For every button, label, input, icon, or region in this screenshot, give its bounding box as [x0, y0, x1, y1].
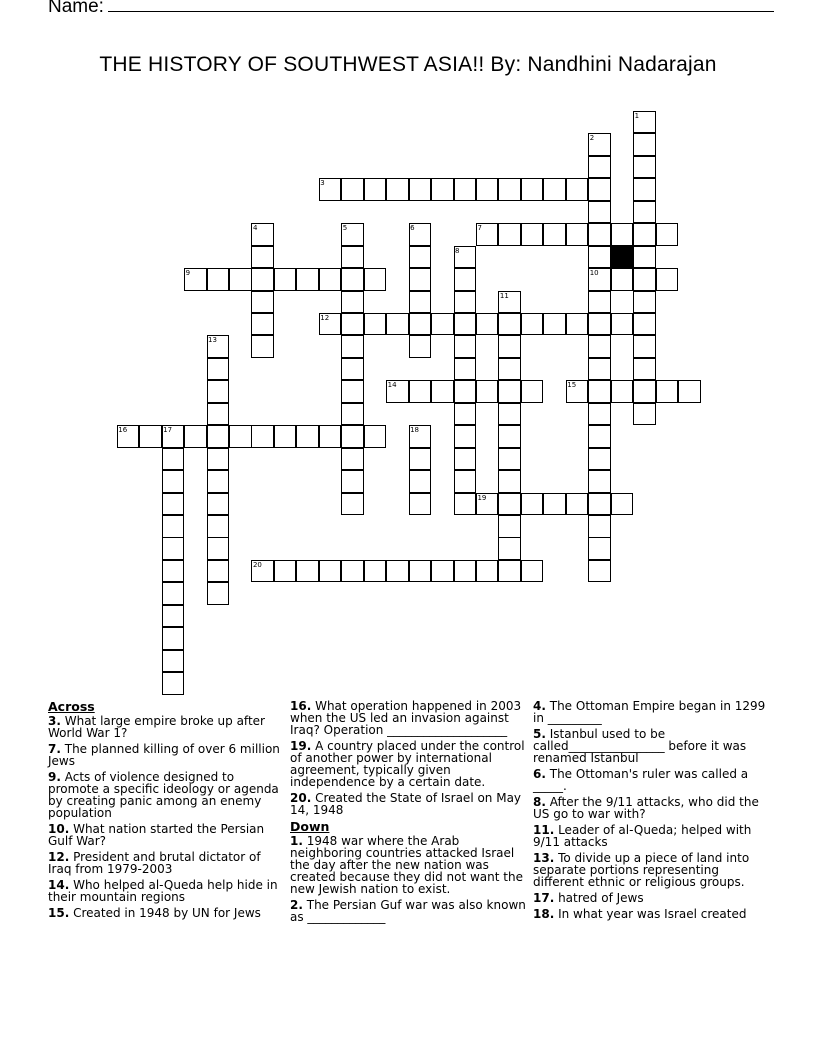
grid-cell[interactable]: [543, 313, 566, 336]
grid-cell[interactable]: [341, 358, 364, 381]
clue-number-3: 3: [320, 179, 325, 188]
grid-cell[interactable]: [633, 156, 656, 179]
grid-cell[interactable]: [207, 268, 230, 291]
clue-number: 9.: [48, 770, 61, 784]
clue-number: 4.: [533, 699, 546, 713]
grid-cell[interactable]: [207, 470, 230, 493]
grid-cell[interactable]: [633, 403, 656, 426]
grid-cell[interactable]: [386, 560, 409, 583]
name-label: Name:: [48, 0, 104, 17]
grid-cell[interactable]: [341, 380, 364, 403]
grid-cell[interactable]: [498, 380, 521, 403]
grid-cell[interactable]: [543, 178, 566, 201]
grid-cell[interactable]: [588, 223, 611, 246]
clue-number-4: 4: [252, 224, 258, 233]
clue-number-2: 2: [589, 134, 595, 143]
grid-cell[interactable]: [588, 537, 611, 560]
grid-cell[interactable]: [341, 246, 364, 269]
grid-cell[interactable]: [162, 493, 185, 516]
grid-cell[interactable]: [364, 178, 387, 201]
grid-cell[interactable]: [633, 380, 656, 403]
clue-number-12: 12: [320, 313, 330, 322]
clue-text: Leader of al-Queda; helped with 9/11 attacks: [533, 823, 752, 849]
grid-cell[interactable]: [454, 425, 477, 448]
grid-cell[interactable]: [498, 425, 521, 448]
grid-cell[interactable]: [521, 313, 544, 336]
clue-number: 3.: [48, 714, 61, 728]
across-clue: [48, 715, 284, 739]
clue-number: 17.: [533, 891, 555, 905]
grid-cell[interactable]: [341, 403, 364, 426]
clue-number: 10.: [48, 822, 70, 836]
grid-cell[interactable]: [476, 313, 499, 336]
grid-cell[interactable]: [341, 470, 364, 493]
grid-cell[interactable]: [588, 448, 611, 471]
clue-text: A country placed under the control of another power by international agreement, typically given independence by a certain date.: [290, 739, 525, 789]
clue-number: 12.: [48, 850, 70, 864]
across-clue: [290, 792, 526, 816]
grid-cell[interactable]: [229, 268, 252, 291]
grid-cell[interactable]: [566, 313, 589, 336]
clue-text: President and brutal dictator of Iraq from 1979-2003: [48, 850, 261, 876]
clue-text: 1948 war where the Arab neighboring countries attacked Israel the day after the new nation was created because they did not want the new Jewish nation to exist.: [290, 834, 523, 896]
down-clues-column: [533, 700, 769, 924]
grid-cell[interactable]: [588, 291, 611, 314]
clue-number-14: 14: [387, 381, 397, 390]
grid-cell[interactable]: [364, 560, 387, 583]
grid-cell[interactable]: [454, 358, 477, 381]
clue-number-7: 7: [477, 224, 482, 233]
grid-cell[interactable]: [498, 448, 521, 471]
grid-cell[interactable]: [162, 627, 185, 650]
grid-cell[interactable]: [296, 560, 319, 583]
clue-number-19: 19: [477, 493, 487, 502]
grid-cell[interactable]: [207, 425, 230, 448]
grid-cell[interactable]: [454, 335, 477, 358]
across-heading: Across: [48, 699, 95, 714]
grid-cell[interactable]: [588, 246, 611, 269]
grid-cell[interactable]: [588, 201, 611, 224]
grid-cell[interactable]: [364, 268, 387, 291]
across-clue: [290, 740, 526, 788]
grid-cell[interactable]: [251, 425, 274, 448]
clue-number: 8.: [533, 795, 546, 809]
clue-number: 5.: [533, 727, 546, 741]
grid-cell[interactable]: [588, 560, 611, 583]
clue-text: To divide up a piece of land into separate portions representing different ethnic or religious groups.: [533, 851, 750, 889]
grid-cell[interactable]: [409, 493, 432, 516]
grid-cell[interactable]: [207, 493, 230, 516]
clue-text: The Ottoman Empire began in 1299 in _________: [533, 699, 766, 725]
clue-number-15: 15: [567, 381, 577, 390]
clue-text: What operation happened in 2003 when the US led an invasion against Iraq? Operation ____________________: [290, 699, 522, 737]
grid-cell[interactable]: [656, 268, 679, 291]
clue-number-6: 6: [410, 224, 415, 233]
grid-cell[interactable]: [207, 448, 230, 471]
clue-text: What nation started the Persian Gulf War?: [48, 822, 265, 848]
grid-cell[interactable]: [611, 268, 634, 291]
grid-cell[interactable]: [409, 560, 432, 583]
clue-text: The planned killing of over 6 million Jews: [48, 742, 280, 768]
grid-cell[interactable]: [588, 380, 611, 403]
grid-cell[interactable]: [566, 493, 589, 516]
clue-number: 2.: [290, 898, 303, 912]
grid-cell[interactable]: [229, 425, 252, 448]
grid-cell[interactable]: [431, 178, 454, 201]
grid-cell[interactable]: [274, 560, 297, 583]
grid-cell[interactable]: [274, 268, 297, 291]
grid-cell[interactable]: [521, 560, 544, 583]
grid-cell[interactable]: [207, 537, 230, 560]
grid-cell[interactable]: [409, 335, 432, 358]
grid-cell[interactable]: [409, 178, 432, 201]
grid-cell[interactable]: [543, 493, 566, 516]
grid-cell[interactable]: [341, 335, 364, 358]
grid-cell[interactable]: [431, 380, 454, 403]
grid-cell[interactable]: [341, 178, 364, 201]
grid-cell[interactable]: [454, 178, 477, 201]
grid-cell[interactable]: [162, 672, 185, 695]
down-clue: [290, 899, 526, 923]
grid-cell[interactable]: [431, 560, 454, 583]
grid-cell[interactable]: [319, 425, 342, 448]
grid-cell[interactable]: [656, 380, 679, 403]
grid-cell[interactable]: [633, 246, 656, 269]
clue-number-9: 9: [185, 269, 191, 278]
grid-cell[interactable]: [588, 425, 611, 448]
clue-text: After the 9/11 attacks, who did the US go to war with?: [533, 795, 759, 821]
grid-cell[interactable]: [476, 380, 499, 403]
grid-cell[interactable]: [678, 380, 701, 403]
grid-cell[interactable]: [207, 582, 230, 605]
grid-cell[interactable]: [409, 470, 432, 493]
clue-text: The Persian Guf war was also known as _____________: [290, 898, 526, 924]
black-square: [611, 246, 634, 269]
across-clue: [48, 907, 284, 919]
grid-cell[interactable]: [162, 515, 185, 538]
clue-text: What large empire broke up after World War 1?: [48, 714, 265, 740]
grid-cell[interactable]: [296, 425, 319, 448]
grid-cell[interactable]: [162, 650, 185, 673]
grid-cell[interactable]: [521, 178, 544, 201]
grid-cell[interactable]: [454, 560, 477, 583]
grid-cell[interactable]: [207, 560, 230, 583]
clue-number: 16.: [290, 699, 312, 713]
clue-number-10: 10: [589, 269, 599, 278]
grid-cell[interactable]: [521, 380, 544, 403]
down-clue: [533, 700, 769, 724]
grid-cell[interactable]: [588, 178, 611, 201]
grid-cell[interactable]: [139, 425, 162, 448]
grid-cell[interactable]: [162, 537, 185, 560]
clue-number: 13.: [533, 851, 555, 865]
grid-cell[interactable]: [656, 223, 679, 246]
grid-cell[interactable]: [341, 291, 364, 314]
grid-cell[interactable]: [633, 178, 656, 201]
grid-cell[interactable]: [521, 223, 544, 246]
grid-cell[interactable]: [454, 448, 477, 471]
grid-cell[interactable]: [319, 560, 342, 583]
across-clue: [48, 879, 284, 903]
down-clue: [533, 768, 769, 792]
grid-cell[interactable]: [633, 335, 656, 358]
grid-cell[interactable]: [633, 358, 656, 381]
clue-number: 15.: [48, 906, 70, 920]
grid-cell[interactable]: [476, 560, 499, 583]
grid-cell[interactable]: [409, 291, 432, 314]
across-clue: [48, 823, 284, 847]
grid-cell[interactable]: [498, 470, 521, 493]
clue-text: Created in 1948 by UN for Jews: [69, 906, 261, 920]
clue-number: 14.: [48, 878, 70, 892]
grid-cell[interactable]: [521, 493, 544, 516]
grid-cell[interactable]: [386, 313, 409, 336]
grid-cell[interactable]: [207, 403, 230, 426]
clue-number-11: 11: [499, 291, 509, 300]
grid-cell[interactable]: [341, 493, 364, 516]
across-clues-column: [48, 700, 284, 923]
clue-number-5: 5: [342, 224, 348, 233]
grid-cell[interactable]: [162, 448, 185, 471]
grid-cell[interactable]: [498, 537, 521, 560]
grid-cell[interactable]: [476, 178, 499, 201]
clue-number-17: 17: [163, 426, 173, 435]
grid-cell[interactable]: [566, 223, 589, 246]
grid-cell[interactable]: [409, 448, 432, 471]
grid-cell[interactable]: [207, 380, 230, 403]
clue-number: 18.: [533, 907, 555, 921]
grid-cell[interactable]: [341, 313, 364, 336]
clue-number-13: 13: [208, 336, 217, 345]
grid-cell[interactable]: [409, 380, 432, 403]
grid-cell[interactable]: [251, 335, 274, 358]
grid-cell[interactable]: [162, 605, 185, 628]
clue-text: The Ottoman's ruler was called a _____.: [533, 767, 749, 793]
down-clue: [533, 908, 769, 920]
clue-number: 20.: [290, 791, 312, 805]
clues-column-2: [290, 700, 526, 927]
grid-cell[interactable]: [498, 560, 521, 583]
grid-cell[interactable]: [409, 268, 432, 291]
clue-number: 1.: [290, 834, 303, 848]
across-clue: [48, 771, 284, 819]
clue-number-20: 20: [252, 560, 262, 569]
down-clue: [533, 728, 769, 764]
grid-cell[interactable]: [498, 493, 521, 516]
grid-cell[interactable]: [498, 335, 521, 358]
clue-number-16: 16: [118, 426, 128, 435]
grid-cell[interactable]: [454, 470, 477, 493]
page-title: THE HISTORY OF SOUTHWEST ASIA!! By: Nandhini Nadarajan: [99, 53, 717, 76]
grid-cell[interactable]: [588, 156, 611, 179]
down-clue: [533, 796, 769, 820]
grid-cell[interactable]: [498, 515, 521, 538]
clue-text: In what year was Israel created: [554, 907, 747, 921]
grid-cell[interactable]: [207, 515, 230, 538]
grid-cell[interactable]: [498, 358, 521, 381]
grid-cell[interactable]: [364, 313, 387, 336]
clue-text: Acts of violence designed to promote a specific ideology or agenda by creating panic among an enemy population: [48, 770, 279, 820]
grid-cell[interactable]: [454, 380, 477, 403]
grid-cell[interactable]: [341, 425, 364, 448]
grid-cell[interactable]: [588, 313, 611, 336]
grid-cell[interactable]: [611, 380, 634, 403]
grid-cell[interactable]: [251, 291, 274, 314]
grid-cell[interactable]: [633, 133, 656, 156]
grid-cell[interactable]: [162, 560, 185, 583]
clue-number: 7.: [48, 742, 61, 756]
clue-number: 6.: [533, 767, 546, 781]
clue-text: Istanbul used to be called________________ before it was renamed Istanbul: [533, 727, 747, 765]
clue-text: hatred of Jews: [554, 891, 644, 905]
grid-cell[interactable]: [274, 425, 297, 448]
grid-cell[interactable]: [566, 178, 589, 201]
grid-cell[interactable]: [162, 582, 185, 605]
grid-cell[interactable]: [588, 403, 611, 426]
grid-cell[interactable]: [588, 470, 611, 493]
grid-cell[interactable]: [454, 403, 477, 426]
down-heading: Down: [290, 819, 330, 834]
grid-cell[interactable]: [611, 313, 634, 336]
grid-cell[interactable]: [431, 313, 454, 336]
clue-text: Who helped al-Queda help hide in their mountain regions: [48, 878, 278, 904]
clue-number-18: 18: [410, 426, 420, 435]
grid-cell[interactable]: [498, 403, 521, 426]
grid-cell[interactable]: [251, 313, 274, 336]
grid-cell[interactable]: [588, 358, 611, 381]
grid-cell[interactable]: [611, 223, 634, 246]
grid-cell[interactable]: [498, 223, 521, 246]
grid-cell[interactable]: [386, 178, 409, 201]
grid-cell[interactable]: [207, 358, 230, 381]
grid-cell[interactable]: [454, 313, 477, 336]
across-clue: [290, 700, 526, 736]
down-clue: [533, 852, 769, 888]
down-clue: [533, 892, 769, 904]
clue-number-8: 8: [455, 246, 460, 255]
grid-cell[interactable]: [409, 313, 432, 336]
grid-cell[interactable]: [251, 246, 274, 269]
grid-cell[interactable]: [364, 425, 387, 448]
grid-cell[interactable]: [498, 178, 521, 201]
across-clue: [48, 743, 284, 767]
grid-cell[interactable]: [296, 268, 319, 291]
grid-cell[interactable]: [633, 313, 656, 336]
grid-cell[interactable]: [251, 268, 274, 291]
down-clue: [533, 824, 769, 848]
clue-number-1: 1: [634, 111, 640, 120]
grid-cell[interactable]: [454, 493, 477, 516]
grid-cell[interactable]: [588, 493, 611, 516]
grid-cell[interactable]: [543, 223, 566, 246]
clue-number: 11.: [533, 823, 555, 837]
grid-cell[interactable]: [409, 246, 432, 269]
grid-cell[interactable]: [633, 291, 656, 314]
grid-cell[interactable]: [162, 470, 185, 493]
grid-cell[interactable]: [319, 268, 342, 291]
across-clue: [48, 851, 284, 875]
grid-cell[interactable]: [454, 268, 477, 291]
grid-cell[interactable]: [633, 268, 656, 291]
clue-text: Created the State of Israel on May 14, 1948: [290, 791, 522, 817]
grid-cell[interactable]: [588, 335, 611, 358]
grid-cell[interactable]: [588, 515, 611, 538]
grid-cell[interactable]: [611, 493, 634, 516]
grid-cell[interactable]: [184, 425, 207, 448]
grid-cell[interactable]: [498, 313, 521, 336]
grid-cell[interactable]: [341, 448, 364, 471]
grid-cell[interactable]: [341, 268, 364, 291]
clue-number: 19.: [290, 739, 312, 753]
grid-cell[interactable]: [633, 223, 656, 246]
down-clue: [290, 835, 526, 895]
grid-cell[interactable]: [341, 560, 364, 583]
grid-cell[interactable]: [454, 291, 477, 314]
grid-cell[interactable]: [633, 201, 656, 224]
